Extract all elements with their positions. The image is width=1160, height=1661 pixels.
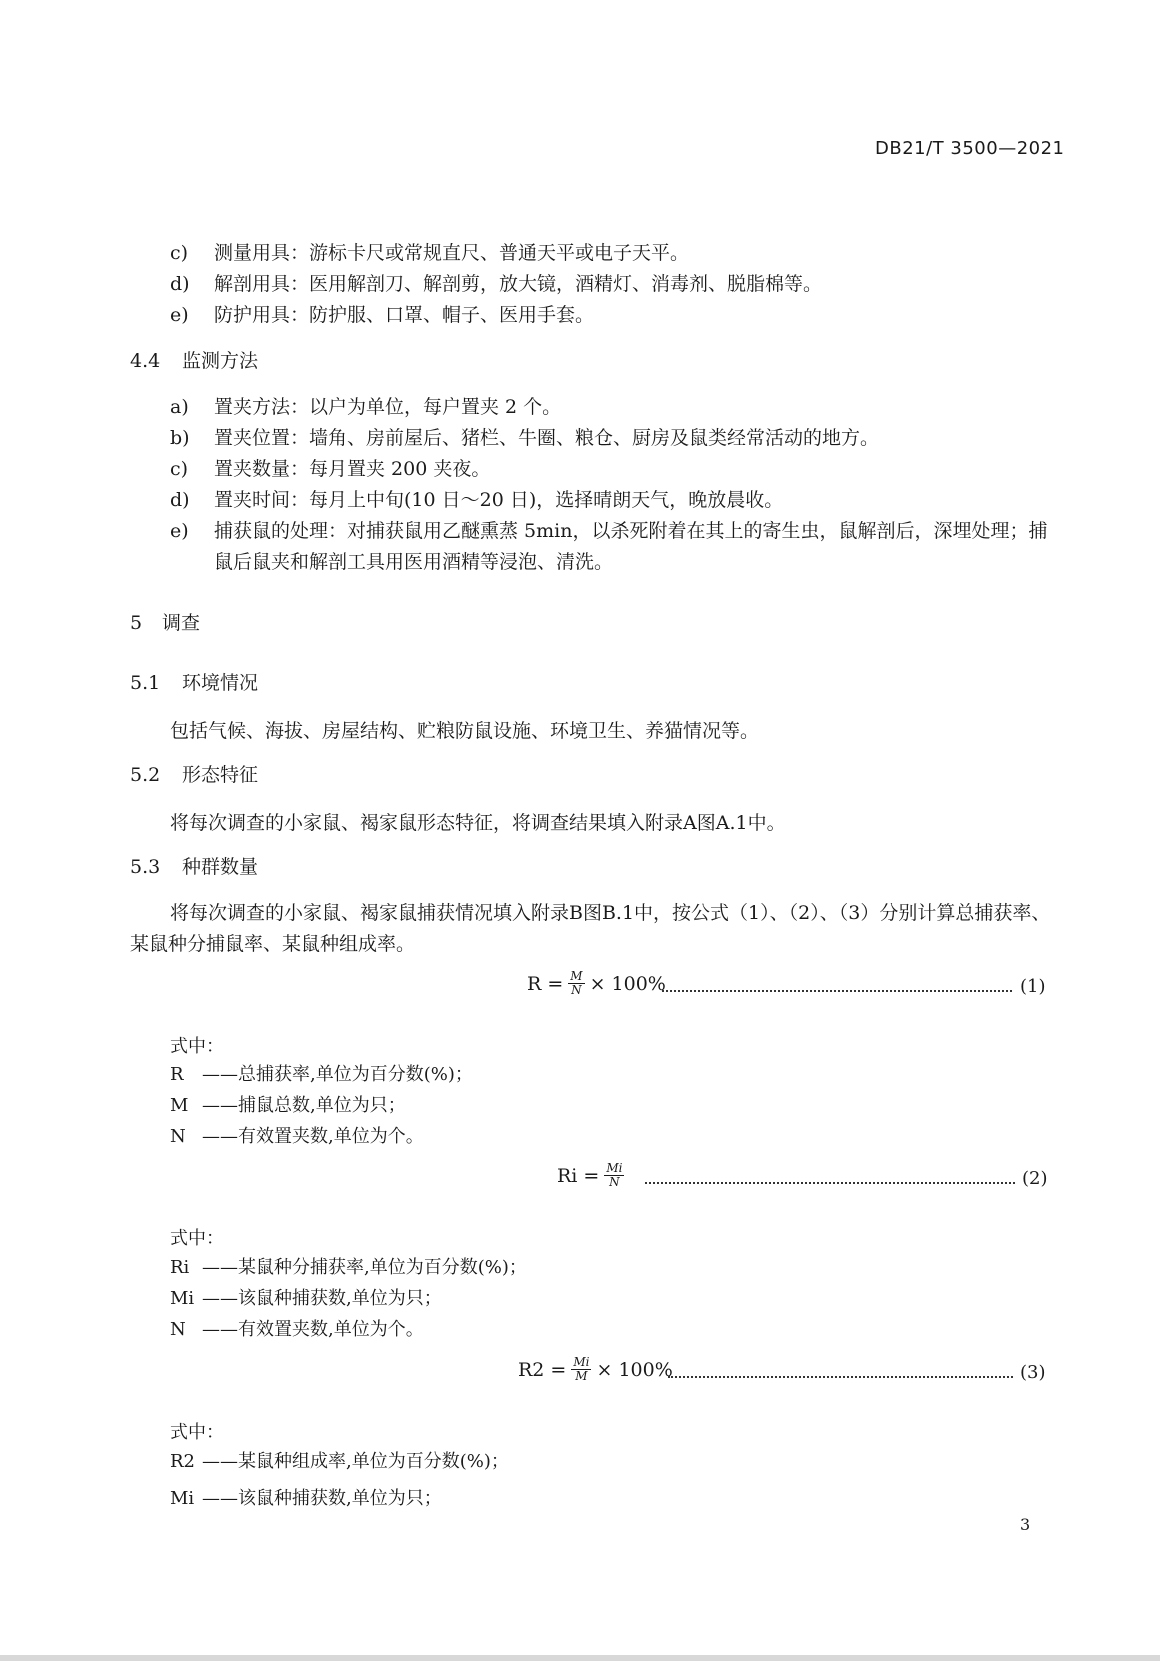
equation-number: (2) [1022,1168,1048,1189]
list-text: 解剖用具：医用解剖刀、解剖剪，放大镜，酒精灯、消毒剂、脱脂棉等。 [214,273,823,295]
section-number: 5.1 [130,672,161,694]
variable: Mi [170,1288,195,1309]
list-text: 捕获鼠的处理：对捕获鼠用乙醚熏蒸 5min，以杀死附着在其上的寄生虫，鼠解剖后，深埋处理；捕鼠后鼠夹和解剖工具用医用酒精等浸泡、清洗。 [214,520,1048,573]
list-label: d) [170,489,190,511]
list-label: a) [170,396,189,418]
fraction-denominator: N [609,1175,620,1189]
paragraph: 将每次调查的小家鼠、褐家鼠捕获情况填入附录B图B.1中，按公式（1）、（2）、（3）分别计算总捕获率、某鼠种分捕鼠率、某鼠种组成率。 [130,902,1051,955]
section-title: 监测方法 [182,350,259,372]
list-item [170,516,1054,578]
list-text: 置夹方法：以户为单位，每户置夹 2 个。 [214,396,562,418]
list-text: 置夹位置：墙角、房前屋后、猪栏、牛圈、粮仓、厨房及鼠类经常活动的地方。 [214,427,880,449]
variable-desc: ——有效置夹数,单位为个。 [202,1126,424,1147]
list-label: c) [170,242,189,264]
paragraph: 包括气候、海拔、房屋结构、贮粮防鼠设施、环境卫生、养猫情况等。 [170,720,760,742]
where-row [170,1253,527,1279]
where-title: 式中： [170,1422,224,1443]
list-label: d) [170,273,190,295]
document-code: DB21/T 3500—2021 [875,138,1065,159]
list-text: 测量用具：游标卡尺或常规直尺、普通天平或电子天平。 [214,242,690,264]
list-item [170,269,822,296]
list-item [170,238,689,265]
formula-lhs: R = [527,972,564,995]
section-title: 调查 [162,612,201,634]
section-number: 5.2 [130,764,161,786]
section-heading-5-1 [130,668,258,695]
where-row [170,1484,442,1510]
variable: R [170,1064,184,1085]
scan-edge [0,1655,1160,1661]
fraction-numerator: Mi [606,1161,623,1175]
page-number: 3 [1020,1515,1031,1534]
variable: M [170,1095,189,1116]
list-text: 防护用具：防护服、口罩、帽子、医用手套。 [214,304,595,326]
where-row [170,1060,473,1086]
where-row [170,1284,442,1310]
list-label: e) [170,520,189,542]
formula-rhs: × 100% [589,972,666,995]
list-item [170,300,594,327]
variable-desc: ——某鼠种分捕获率,单位为百分数(%)； [202,1257,527,1278]
variable: R2 [170,1451,196,1472]
formula-3 [518,1356,673,1383]
section-heading-5-2 [130,760,258,787]
section-title: 种群数量 [182,856,259,878]
formula-1 [527,970,666,997]
variable: Mi [170,1488,195,1509]
list-item [170,423,879,450]
list-item [170,485,783,512]
section-number: 5.3 [130,856,161,878]
list-label: b) [170,427,190,449]
section-title: 环境情况 [182,672,259,694]
where-row [170,1091,406,1117]
variable-desc: ——该鼠种捕获数,单位为只； [202,1288,442,1309]
list-item [170,454,490,481]
variable-desc: ——总捕获率,单位为百分数(%)； [202,1064,473,1085]
fraction-denominator: N [571,983,582,997]
list-label: c) [170,458,189,480]
fraction-numerator: Mi [573,1355,590,1369]
where-row [170,1447,509,1473]
variable-desc: ——捕鼠总数,单位为只； [202,1095,406,1116]
list-item [170,392,561,419]
section-number: 5 [130,612,143,634]
equation-number: (3) [1020,1362,1046,1383]
where-row [170,1122,424,1148]
dot-leader [645,1182,1015,1184]
dot-leader [668,1376,1013,1378]
fraction-denominator: M [575,1369,588,1383]
where-row [170,1315,424,1341]
variable-desc: ——该鼠种捕获数,单位为只； [202,1488,442,1509]
fraction [571,1356,591,1383]
variable: N [170,1319,186,1340]
section-number: 4.4 [130,350,161,372]
section-heading-4-4 [130,346,258,373]
formula-rhs: × 100% [596,1358,673,1381]
variable: N [170,1126,186,1147]
list-text: 置夹时间：每月上中旬(10 日～20 日)，选择晴朗天气，晚放晨收。 [214,489,784,511]
section-heading-5 [130,608,200,635]
paragraph: 将每次调查的小家鼠、褐家鼠形态特征，将调查结果填入附录A图A.1中。 [170,812,786,834]
formula-lhs: Ri = [557,1164,600,1187]
variable-desc: ——某鼠种组成率,单位为百分数(%)； [202,1451,509,1472]
dot-leader [662,990,1012,992]
list-text: 置夹数量：每月置夹 200 夹夜。 [214,458,491,480]
fraction [568,970,584,997]
variable-desc: ——有效置夹数,单位为个。 [202,1319,424,1340]
where-title: 式中： [170,1228,224,1249]
variable: Ri [170,1257,190,1278]
section-title: 形态特征 [182,764,259,786]
fraction [604,1162,624,1189]
formula-lhs: R2 = [518,1358,567,1381]
section-heading-5-3 [130,852,258,879]
where-title: 式中： [170,1036,224,1057]
list-label: e) [170,304,189,326]
fraction-numerator: M [570,969,583,983]
equation-number: (1) [1020,976,1046,997]
formula-2 [557,1162,629,1189]
